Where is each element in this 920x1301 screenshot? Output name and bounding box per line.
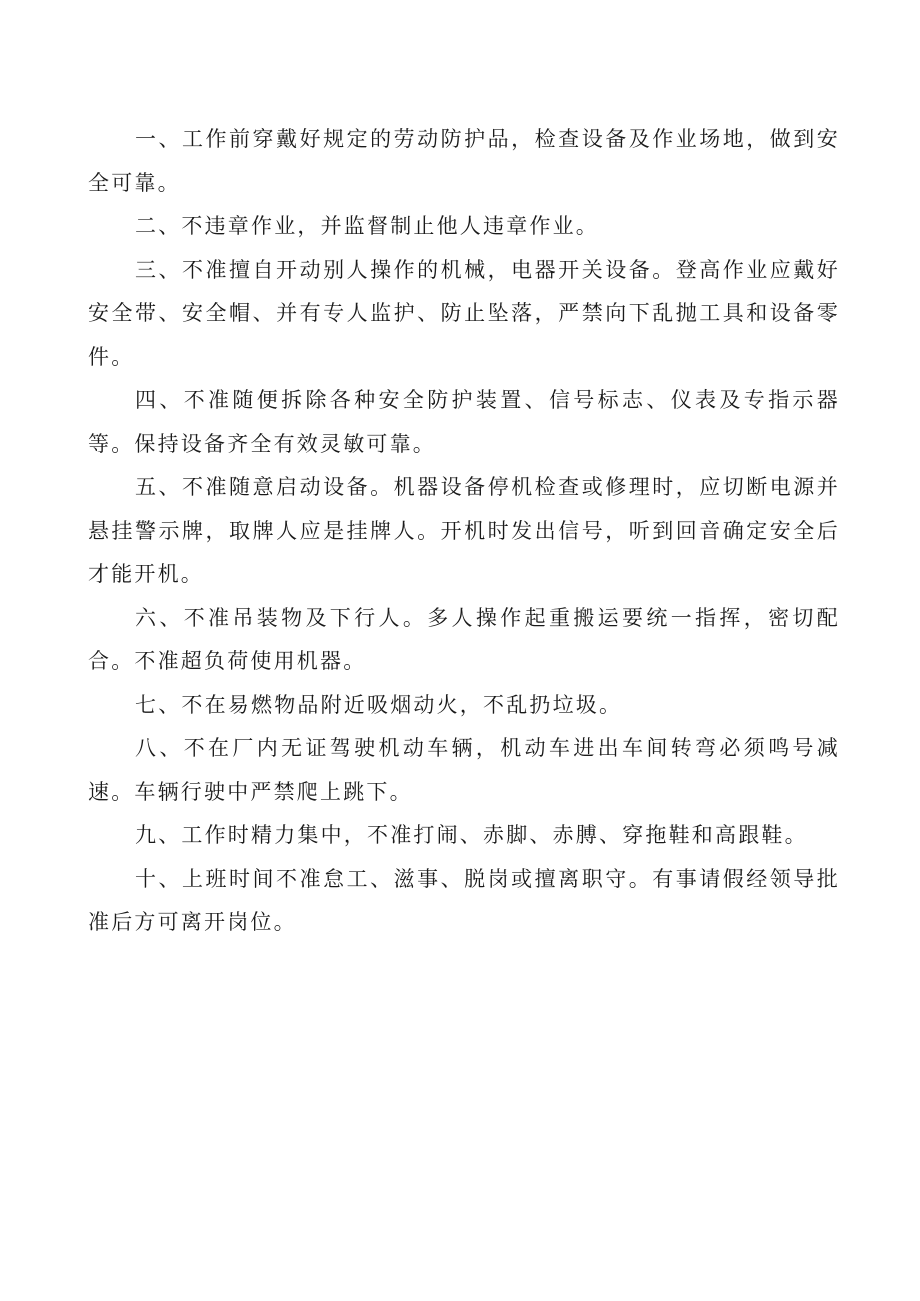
rule-6: 六、不准吊装物及下行人。多人操作起重搬运要统一指挥，密切配合。不准超负荷使用机器。 bbox=[88, 605, 840, 673]
rule-4: 四、不准随便拆除各种安全防护装置、信号标志、仪表及专指示器等。保持设备齐全有效灵敏可靠。 bbox=[88, 388, 840, 456]
safety-rules-list bbox=[88, 118, 840, 945]
rule-2: 二、不违章作业，并监督制止他人违章作业。 bbox=[135, 214, 599, 238]
rule-1: 一、工作前穿戴好规定的劳动防护品，检查设备及作业场地，做到安全可靠。 bbox=[88, 127, 840, 195]
rule-7: 七、不在易燃物品附近吸烟动火，不乱扔垃圾。 bbox=[135, 692, 623, 717]
rule-10: 十、上班时间不准怠工、滋事、脱岗或擅离职守。有事请假经领导批准后方可离开岗位。 bbox=[88, 866, 840, 934]
rule-5: 五、不准随意启动设备。机器设备停机检查或修理时，应切断电源并悬挂警示牌，取牌人应是挂牌人。开机时发出信号，听到回音确定安全后才能开机。 bbox=[88, 475, 840, 586]
rule-8: 八、不在厂内无证驾驶机动车辆，机动车进出车间转弯必须鸣号减速。车辆行驶中严禁爬上跳下。 bbox=[88, 736, 840, 804]
rule-3: 三、不准擅自开动别人操作的机械，电器开关设备。登高作业应戴好安全带、安全帽、并有专人监护、防止坠落，严禁向下乱抛工具和设备零件。 bbox=[88, 257, 840, 369]
rule-9: 九、工作时精力集中，不准打闹、赤脚、赤膊、穿拖鞋和高跟鞋。 bbox=[135, 823, 808, 847]
